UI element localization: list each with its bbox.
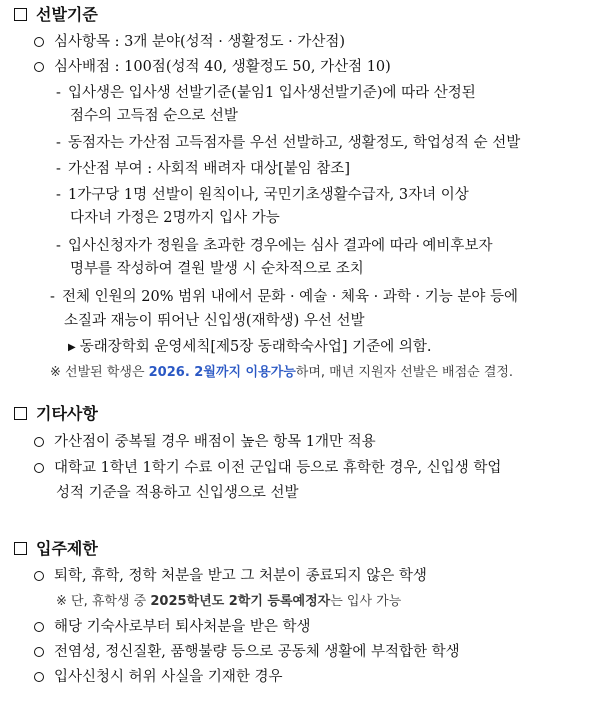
dash-item-continuation	[64, 311, 365, 331]
item-text: 명부를 작성하여 결원 발생 시 순차적으로 조치	[70, 261, 364, 277]
checkbox-square-icon	[14, 542, 27, 555]
item-text: 성적 기준을 적용하고 신입생으로 선발	[56, 485, 299, 501]
bullet-item	[34, 32, 345, 52]
item-text: 다자녀 가정은 2명까지 입사 가능	[70, 210, 280, 226]
note-prefix: ※ 선발된 학생은	[50, 365, 149, 380]
note-line	[50, 363, 513, 383]
item-text: 심사항목 : 3개 분야(성적 · 생활정도 · 가산점)	[54, 34, 346, 50]
bullet-item-continuation	[56, 483, 299, 503]
checkbox-square-icon	[14, 407, 27, 420]
dash-item	[56, 236, 492, 256]
circle-bullet-icon	[34, 647, 44, 657]
bullet-item	[34, 566, 427, 586]
dash-icon: -	[50, 289, 55, 305]
bullet-item	[34, 432, 376, 452]
circle-bullet-icon	[34, 437, 44, 447]
section-title: 기타사항	[36, 404, 98, 423]
section-header-selection	[14, 5, 98, 25]
circle-bullet-icon	[34, 571, 44, 581]
circle-bullet-icon	[34, 672, 44, 682]
item-text: 동점자는 가산점 고득점자를 우선 선발하고, 생활정도, 학업성적 순 선발	[68, 135, 521, 151]
item-text: 대학교 1학년 1학기 수료 이전 군입대 등으로 휴학한 경우, 신입생 학업	[54, 460, 502, 476]
item-text: 가산점 부여 : 사회적 배려자 대상[붙임 참조]	[68, 161, 350, 177]
item-text: 동래장학회 운영세칙[제5장 동래학숙사업] 기준에 의함.	[79, 339, 432, 355]
item-text: 심사배점 : 100점(성적 40, 생활정도 50, 가산점 10)	[54, 59, 391, 75]
circle-bullet-icon	[34, 37, 44, 47]
bullet-item	[34, 642, 460, 662]
item-text: 점수의 고득점 순으로 선발	[70, 108, 238, 124]
note-suffix: 는 입사 가능	[330, 594, 402, 609]
item-text: 입사신청자가 정원을 초과한 경우에는 심사 결과에 따라 예비후보자	[68, 238, 493, 254]
note-suffix: 하며, 매년 지원자 선발은 배점순 결정.	[295, 365, 514, 380]
dash-item-continuation	[70, 106, 238, 126]
circle-bullet-icon	[34, 622, 44, 632]
item-text: 전체 인원의 20% 범위 내에서 문화 · 예술 · 체육 · 과학 · 기능 분야 등에	[62, 289, 518, 305]
item-text: 입사생은 입사생 선발기준(붙임1 입사생선발기준)에 따라 산정된	[68, 85, 476, 101]
item-text: 전염성, 정신질환, 품행불량 등으로 공동체 생활에 부적합한 학생	[54, 644, 460, 660]
dash-item	[56, 83, 476, 103]
triangle-bullet-icon: ▶	[68, 342, 76, 353]
dash-icon: -	[56, 161, 61, 177]
item-text: 소질과 재능이 뛰어난 신입생(재학생) 우선 선발	[64, 313, 365, 329]
dash-icon: -	[56, 135, 61, 151]
section-header-restriction	[14, 539, 98, 559]
item-text: 해당 기숙사로부터 퇴사처분을 받은 학생	[54, 619, 311, 635]
item-text: 입사신청시 허위 사실을 기재한 경우	[54, 669, 283, 685]
note-prefix: ※ 단, 휴학생 중	[56, 594, 151, 609]
item-text: 1가구당 1명 선발이 원칙이나, 국민기초생활수급자, 3자녀 이상	[68, 187, 469, 203]
dash-icon: -	[56, 187, 61, 203]
item-text: 퇴학, 휴학, 정학 처분을 받고 그 처분이 종료되지 않은 학생	[54, 568, 427, 584]
dash-item	[56, 159, 350, 179]
dash-icon: -	[56, 238, 61, 254]
bullet-item	[34, 667, 283, 687]
bullet-item	[34, 458, 501, 478]
dash-icon: -	[56, 85, 61, 101]
bullet-item	[34, 617, 311, 637]
section-title: 선발기준	[36, 5, 98, 24]
dash-item	[50, 287, 518, 307]
dash-item	[56, 133, 520, 153]
note-highlight: 2025학년도 2학기 등록예정자	[150, 594, 331, 609]
arrow-item	[68, 337, 431, 358]
note-line	[56, 592, 401, 612]
dash-item	[56, 185, 469, 205]
checkbox-square-icon	[14, 8, 27, 21]
section-header-other	[14, 404, 98, 424]
section-title: 입주제한	[36, 539, 98, 558]
dash-item-continuation	[70, 208, 280, 228]
circle-bullet-icon	[34, 463, 44, 473]
note-highlight: 2026. 2월까지 이용가능	[148, 365, 296, 380]
circle-bullet-icon	[34, 62, 44, 72]
dash-item-continuation	[70, 259, 364, 279]
item-text: 가산점이 중복될 경우 배점이 높은 항목 1개만 적용	[54, 434, 376, 450]
bullet-item	[34, 57, 391, 77]
